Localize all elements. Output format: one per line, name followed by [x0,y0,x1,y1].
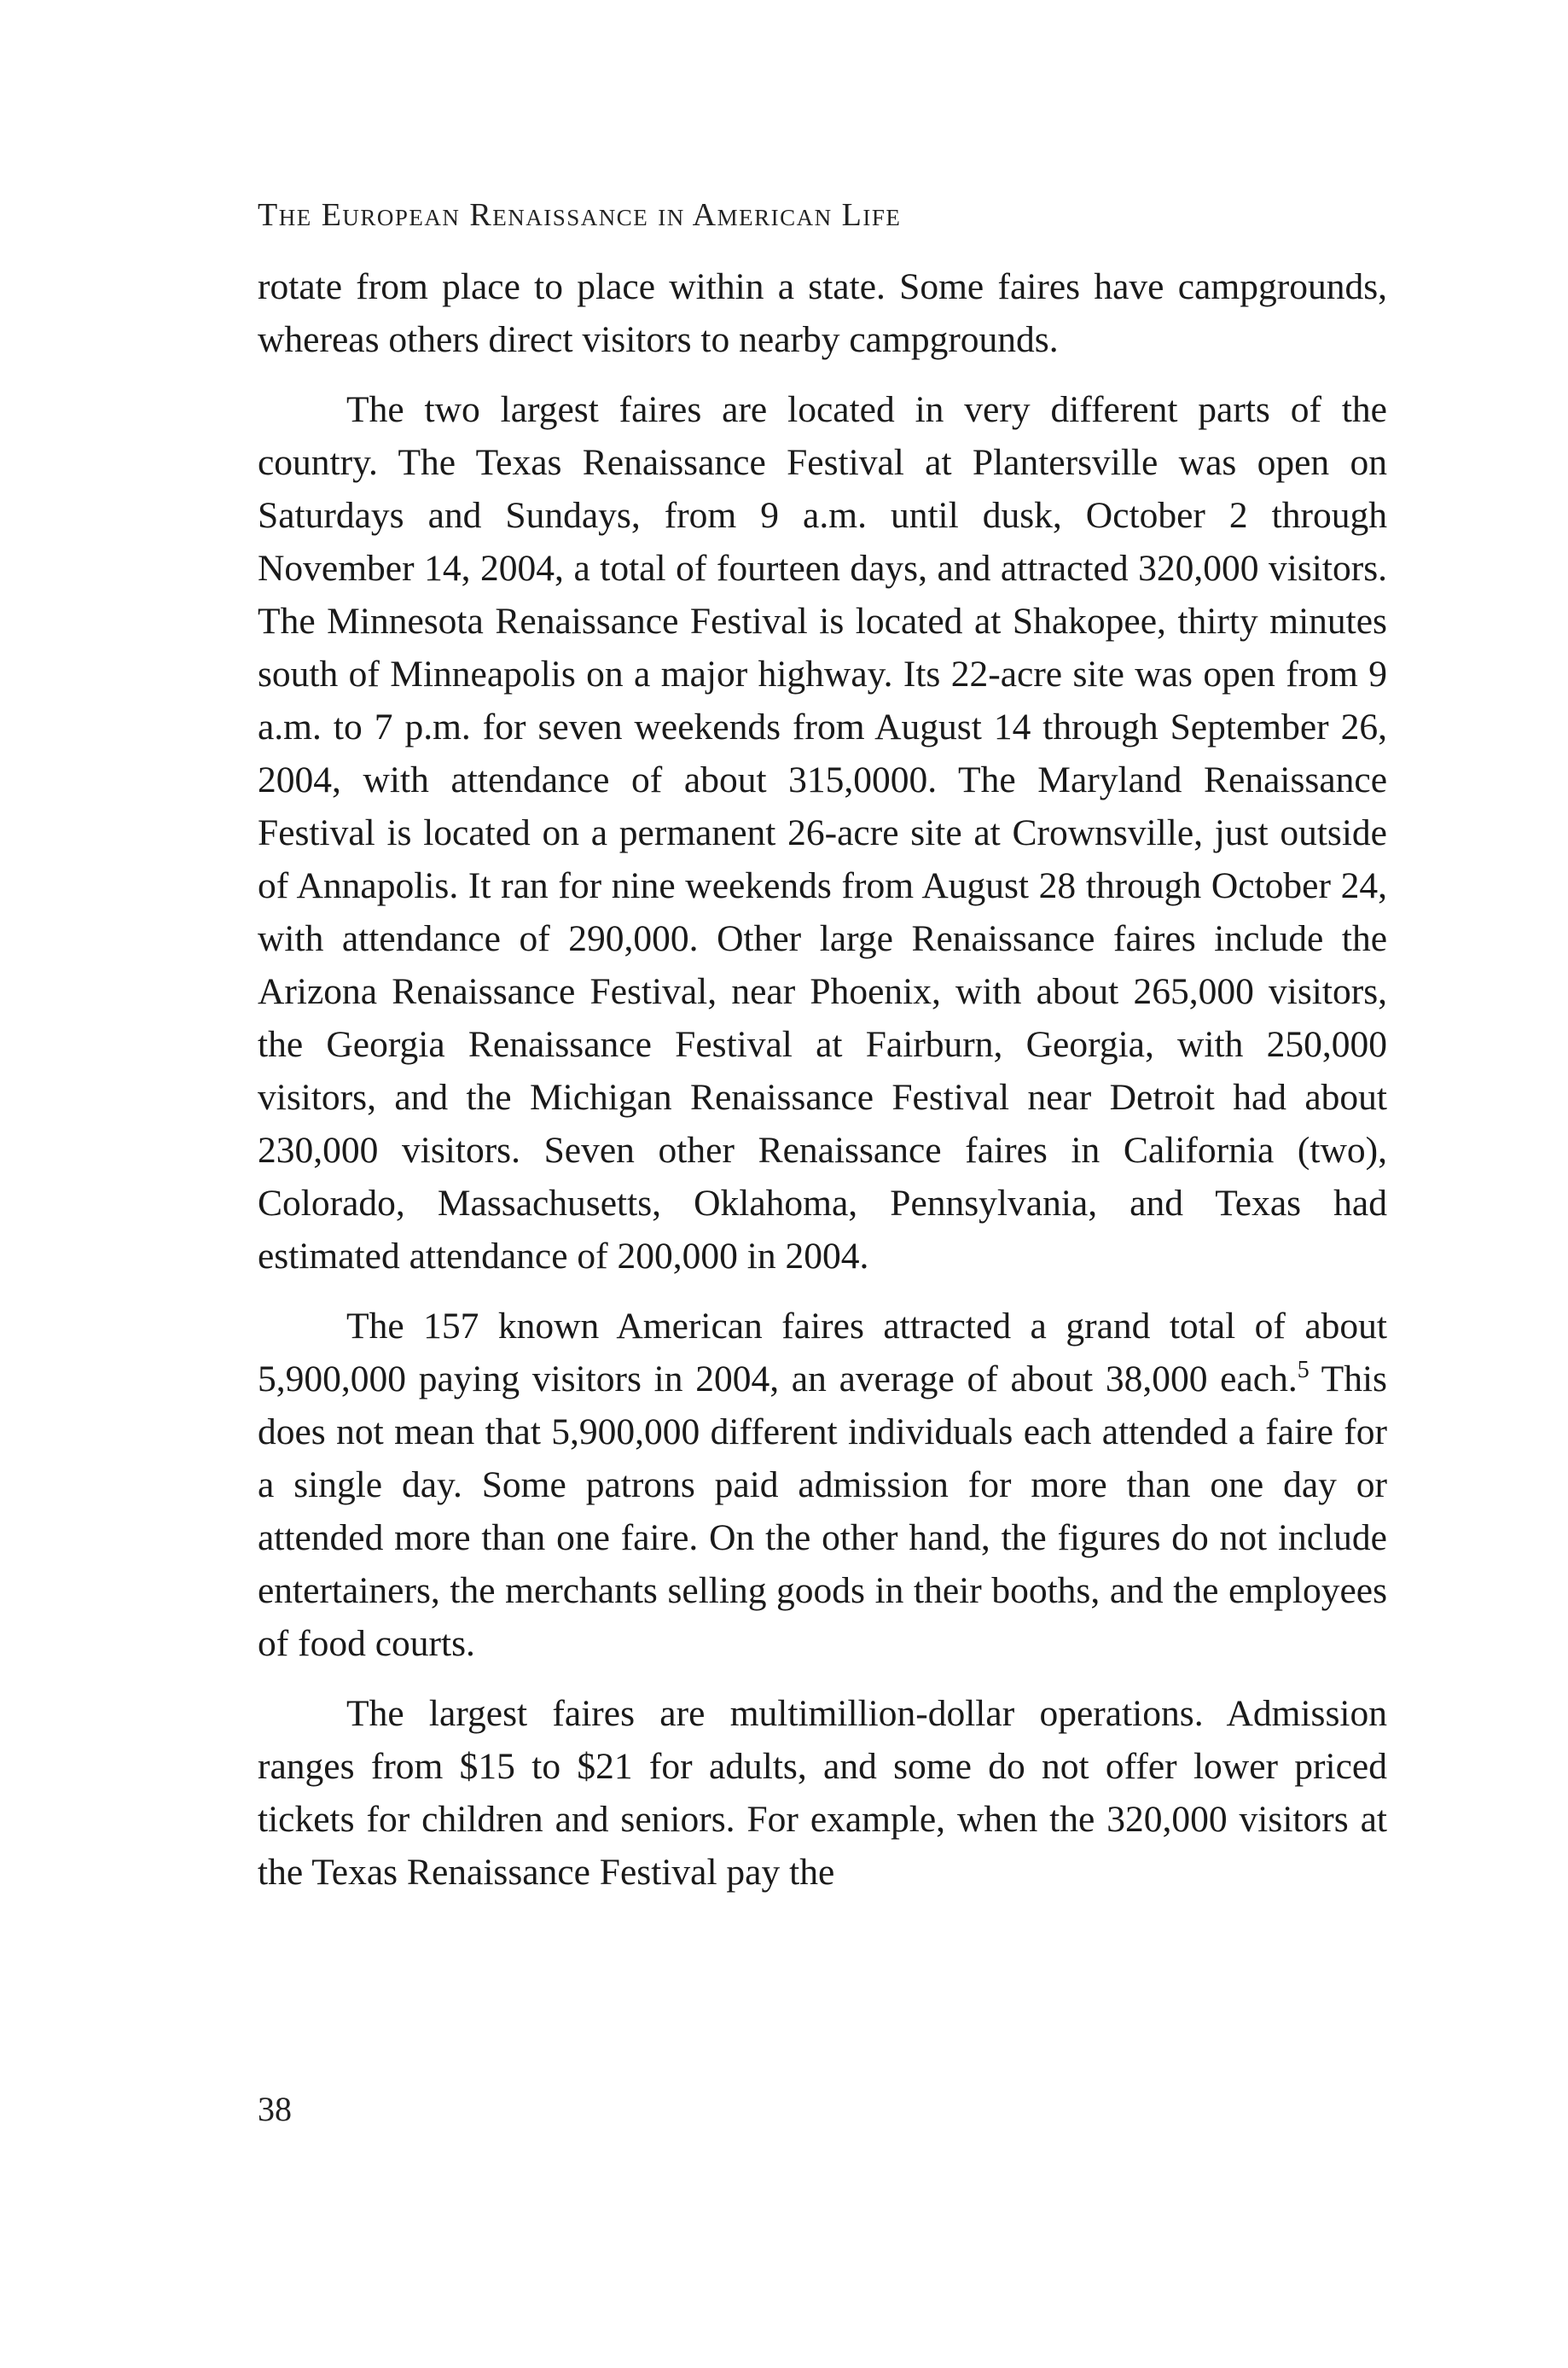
paragraph-text: The 157 known American faires attracted a grand total of about 5,900,000 paying visitors in 2004, an average of about 38,000 each. [258,1306,1387,1399]
paragraph-visitor-totals [258,1300,1387,1670]
paragraph-largest-faires: The two largest faires are located in very different parts of the country. The Texas Renaissance Festival at Plantersville was open on Saturdays and Sundays, from 9 a.m. until dusk, October 2 through November 14, 2004, a total of fourteen days, and attracted 320,000 visitors. The Minnesota Renaissance Festival is located at Shakopee, thirty minutes south of Minneapolis on a major highway. Its 22-acre site was open from 9 a.m. to 7 p.m. for seven weekends from August 14 through September 26, 2004, with attendance of about 315,0000. The Maryland Renaissance Festival is located on a permanent 26-acre site at Crownsville, just outside of Annapolis. It ran for nine weekends from August 28 through October 24, with attendance of 290,000. Other large Renaissance faires include the Arizona Renaissance Festival, near Phoenix, with about 265,000 visitors, the Georgia Renaissance Festival at Fairburn, Georgia, with 250,000 visitors, and the Michigan Renaissance Festival near Detroit had about 230,000 visitors. Seven other Renaissance faires in California (two), Colorado, Massachusetts, Oklahoma, Pennsylvania, and Texas had estimated attendance of 200,000 in 2004. [258,389,1387,1277]
paragraph-admission: The largest faires are multimillion-dollar operations. Admission ranges from $15 to $21 for adults, and some do not offer lower priced tickets for children and seniors. For example, when the 320,000 visitors at the Texas Renaissance Festival pay the [258,1693,1387,1893]
body-text [258,260,1387,1916]
page-number: 38 [258,2090,292,2128]
paragraph-text: This does not mean that 5,900,000 different individuals each attended a faire for a single day. Some patrons paid admission for more than one day or attended more than one faire. On the other hand, the figures do not include entertainers, the merchants selling goods in their booths, and the employees of food courts. [258,1359,1387,1664]
footnote-marker: 5 [1297,1357,1310,1383]
running-head: The European Renaissance in American Life [258,197,902,233]
paragraph-continued: rotate from place to place within a state. Some faires have campgrounds, whereas others direct visitors to nearby campgrounds. [258,266,1387,360]
